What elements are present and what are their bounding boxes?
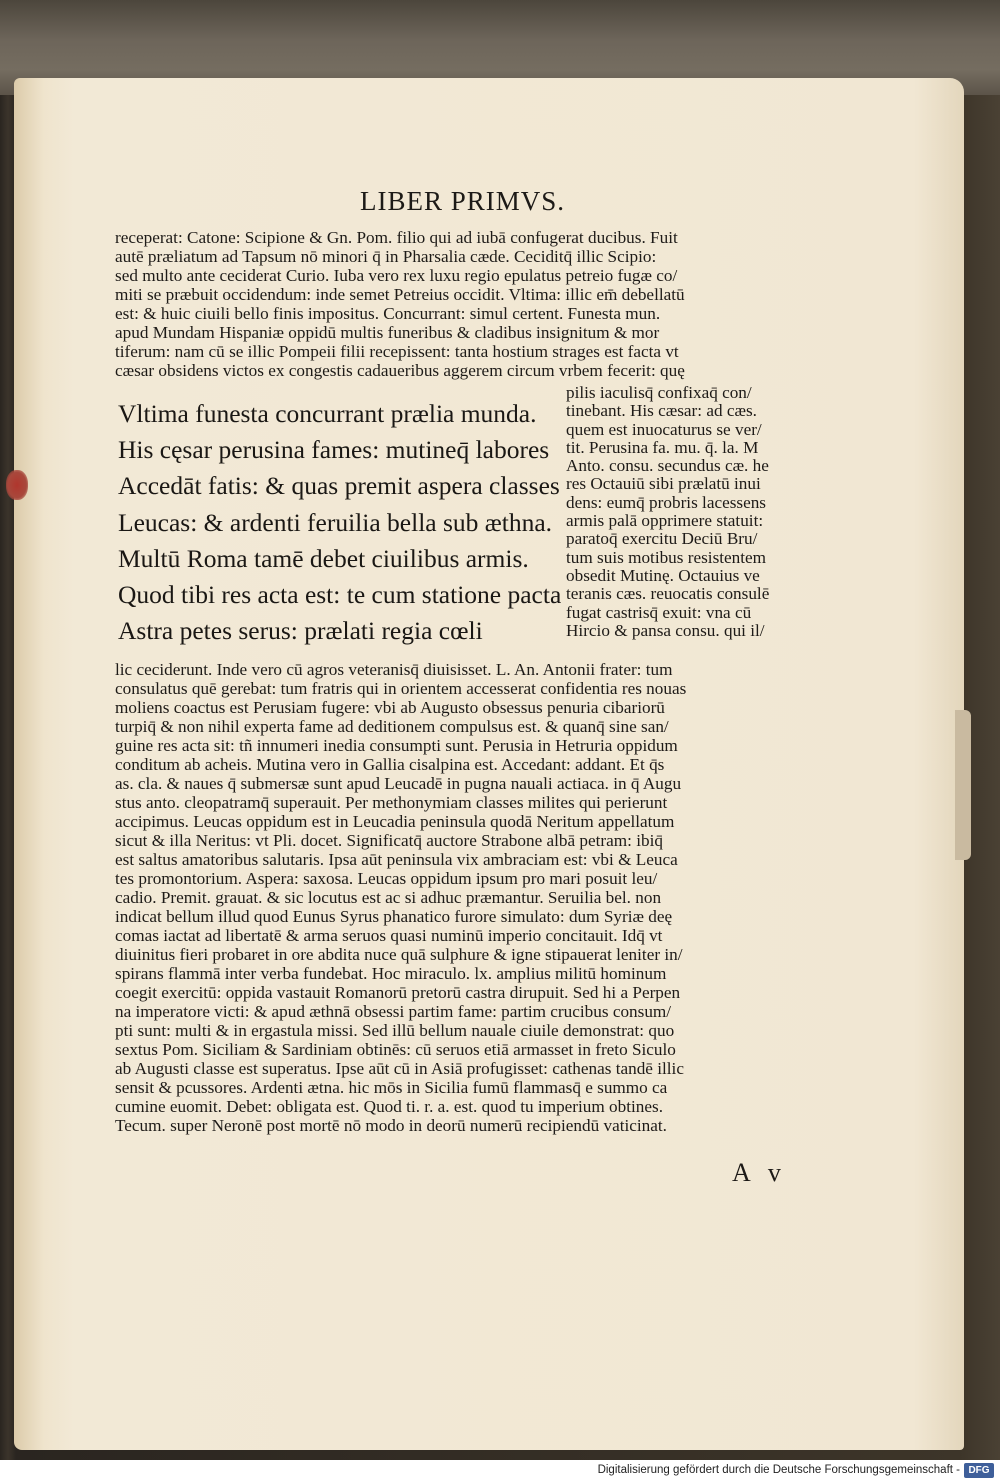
text-line: autē præliatum ad Tapsum nō minori q̄ in Pharsalia cæde. Ceciditq̄ illic Scipio:	[115, 247, 657, 266]
verse-line: Quod tibi res acta est: te cum statione pacta	[118, 579, 562, 609]
text-line: conditum ab acheis. Mutina vero in Gallia cisalpina est. Accedant: addant. Et q̄s	[115, 755, 665, 774]
text-line: est saltus amatoribus salutaris. Ipsa aūt peninsula vix ambraciam est: vbi & Leuca	[115, 850, 678, 869]
gloss-line: teranis cæs. reuocatis consulē	[566, 585, 770, 604]
text-line: consulatus quē gerebat: tum fratris qui in orientem accesserat confidentia res nouas	[115, 679, 687, 698]
text-line: cumine euomit. Debet: obligata est. Quod ti. r. a. est. quod tu imperium obtines.	[115, 1097, 663, 1116]
text-line: na imperatore victi: & apud æthnā obsessi partim fame: partim crucibus consum/	[115, 1002, 672, 1021]
text-line: indicat bellum illud quod Eunus Syrus phanatico furore simulato: dum Syriæ deę	[115, 907, 673, 926]
verse-block	[118, 396, 561, 649]
gloss-line: fugat castrisq̄ exuit: vna cū	[566, 603, 752, 622]
gloss-column	[566, 384, 826, 640]
text-line: diuinitus fieri probaret in ore abdita nuce quā sulphure & igne stipauerat leniter in/	[115, 945, 683, 964]
text-line: Tecum. super Neronē post mortē nō modo in deorū numerū recipiendū vaticinat.	[115, 1116, 667, 1135]
text-line: miti se præbuit occidendum: inde semet Petreius occidit. Vltima: illic em̄ debellatū	[115, 285, 685, 304]
signature-mark: A v	[732, 1158, 787, 1187]
text-line: apud Mundam Hispaniæ oppidū multis funeribus & cladibus insignitum & mor	[115, 323, 660, 342]
text-line: sicut & illa Neritus: vt Pli. docet. Significatq̄ auctore Strabone albā petram: ibiq̄	[115, 831, 663, 850]
text-line: sensit & pcussores. Ardenti ætna. hic mōs in Sicilia fumū flammasq̄ e summo ca	[115, 1078, 668, 1097]
verse-line: His cęsar perusina fames: mutineq̄ labores	[118, 435, 550, 465]
verse-line: Accedāt fatis: & quas premit aspera classes	[118, 471, 560, 501]
text-line: receperat: Catone: Scipione & Gn. Pom. filio qui ad iubā confugerat ducibus. Fuit	[115, 228, 678, 247]
red-stain	[6, 470, 28, 500]
dfg-logo: DFG	[964, 1463, 994, 1478]
footer-credit: Digitalisierung gefördert durch die Deutsche Forschungsgemeinschaft -	[597, 1464, 960, 1476]
gloss-line: obsedit Mutinę. Octauius ve	[566, 566, 760, 585]
text-line: est: & huic ciuili bello finis impositus. Concurrant: simul certent. Funesta mun.	[115, 304, 661, 323]
commentary-bottom	[115, 660, 825, 1135]
text-line: coegit exercitū: oppida vastauit Romanorū pretorū castra dirupuit. Sed hi a Perpen	[115, 983, 681, 1002]
verse-line: Astra petes serus: prælati regia cœli	[118, 616, 483, 646]
text-line: accipimus. Leucas oppidum est in Leucadia peninsula quodā Neritum appellatum	[115, 812, 675, 831]
verse-line: Leucas: & ardenti feruilia bella sub æthna.	[118, 507, 553, 537]
text-line: moliens coactus est Perusiam fugere: vbi ab Augusto obsessus penuria cibariorū	[115, 698, 665, 717]
text-line: cæsar obsidens victos ex congestis cadaueribus aggerem circum vrbem fecerit: quę	[115, 361, 685, 380]
text-line: as. cla. & naues q̄ submersæ sunt apud Leucadē in pugna nauali actiaca. in q̄ Augu	[115, 774, 682, 793]
running-header: LIBER PRIMVS.	[360, 186, 566, 216]
text-line: comas iactat ad libertatē & arma seruos quasi numinū imperio concitauit. Idq̄ vt	[115, 926, 663, 945]
gloss-line: quem est inuocaturus se ver/	[566, 420, 762, 439]
gloss-line: Anto. consu. secundus cæ. he	[566, 457, 769, 476]
text-line: sextus Pom. Siciliam & Sardiniam obtinēs: cū seruos etiā armasset in freto Siculo	[115, 1040, 676, 1059]
gloss-line: tit. Perusina fa. mu. q̄. la. M	[566, 438, 759, 457]
gloss-line: tinebant. His cæsar: ad cæs.	[566, 402, 757, 421]
gloss-line: res Octauiū sibi prælatū inui	[566, 475, 761, 494]
text-line: tiferum: nam cū se illic Pompeii filii recepissent: tanta hostium strages est facta vt	[115, 342, 679, 361]
verse-line: Multū Roma tamē debet ciuilibus armis.	[118, 543, 529, 573]
text-line: tes promontorium. Aspera: saxosa. Leucas oppidum ipsum pro mari posuit leu/	[115, 869, 658, 888]
gloss-line: paratoq̄ exercitu Deciū Bru/	[566, 530, 758, 549]
text-line: pti sunt: multi & in ergastula missi. Sed illū bellum nauale ciuile demonstrat: quo	[115, 1021, 675, 1040]
verse-line: Vltima funesta concurrant prælia munda.	[118, 399, 537, 428]
gloss-line: tum suis motibus resistentem	[566, 548, 767, 567]
text-line: sed multo ante ceciderat Curio. Iuba vero rex luxu regio epulatus petreio fugæ co/	[115, 266, 678, 285]
text-line: lic ceciderunt. Inde vero cū agros veteranisq̄ diuisisset. L. An. Antonii frater: tum	[115, 660, 673, 679]
page-tab	[955, 710, 971, 860]
text-line: stus anto. cleopatramq̄ superauit. Per methonymiam classes milites qui perierunt	[115, 793, 668, 812]
gloss-line: dens: eumq̄ probris lacessens	[566, 493, 766, 512]
commentary-top	[115, 228, 825, 380]
text-line: ab Augusti classe est superatus. Ipse aūt cū in Asiā profugisset: cathenas tandē illic	[115, 1059, 684, 1078]
gloss-line: Hircio & pansa consu. qui il/	[566, 621, 765, 640]
gloss-line: pilis iaculisq̄ confixaq̄ con/	[566, 384, 752, 402]
text-line: turpiq̄ & non nihil experta fame ad deditionem compulsus est. & quanq̄ sine san/	[115, 717, 669, 736]
text-line: guine res acta sit: tñ innumeri inedia consumpti sunt. Perusia in Hetruria oppidum	[115, 736, 678, 755]
text-line: cadio. Premit. grauat. & sic locutus est ac si adhuc præmantur. Seruilia bel. non	[115, 888, 662, 907]
text-line: spirans flammā inter verba fundebat. Hoc miraculo. lx. amplius militū hominum	[115, 964, 667, 983]
gloss-line: armis palā opprimere statuit:	[566, 512, 764, 531]
